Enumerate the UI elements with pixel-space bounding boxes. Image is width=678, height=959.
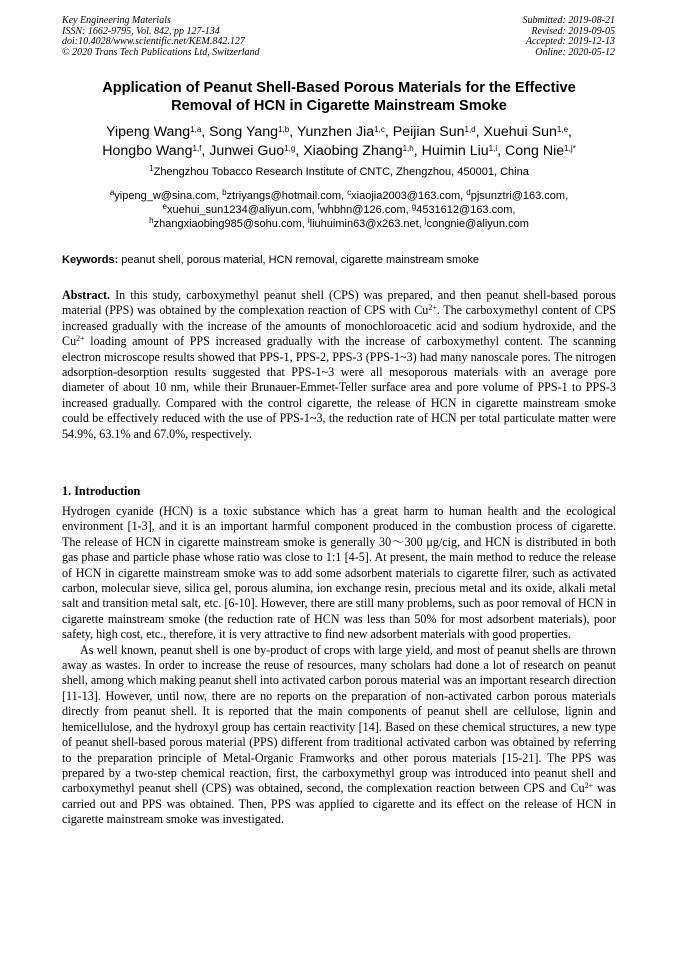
email-link[interactable]: congnie@aliyun.com bbox=[426, 218, 529, 230]
email-link[interactable]: 4531612@163.com bbox=[416, 204, 513, 216]
journal-name: Key Engineering Materials bbox=[62, 15, 171, 26]
title-line: Removal of HCN in Cigarette Mainstream Smoke bbox=[171, 97, 507, 114]
abstract: Abstract. In this study, carboxymethyl peanut shell (CPS) was prepared, and then peanut shell-based porous material (PPS) was obtained by the complexation reaction of CPS with $Cu^{2+}$. The carboxymethyl content of CPS increased gradually with the increase of the amounts of monochloroacetic acid and sodium hydroxide, and the $Cu^{2+}$ loading amount of PPS increased gradually with the increase of carboxymethyl content. The scanning electron microscope results showed that PPS-1, PPS-2, PPS-3 (PPS-1~3) had many nanoscale pores. The nitrogen adsorption-desorption results suggested that PPS-1~3 were all mesoporous materials with an average pore diameter of about 10 nm, while their Brunauer-Emmet-Teller surface area and pore volume of PPS-1 to PPS-3 increased gradually. Compared with the control cigarette, the release of HCN in cigarette mainstream smoke could be effectively reduced with the use of PPS-1~3, the reduction rate of HCN per total particulate matter were 54.9%, 63.1% and 67.0%, respectively. bbox=[62, 288, 617, 441]
publication-dates bbox=[523, 16, 616, 58]
author: Yunzhen Jia$^{1,c}$ bbox=[296, 124, 385, 140]
date-revised: Revised: 2019-09-05 bbox=[531, 25, 615, 37]
author: Hongbo Wang$^{1,f}$ bbox=[102, 143, 202, 159]
affiliation: $^1$Zhengzhou Tobacco Research Institute of CNTC, Zhengzhou, 450001, China bbox=[149, 164, 529, 178]
keywords bbox=[62, 253, 616, 267]
title-line: Application of Peanut Shell-Based Porous Materials for the Effective bbox=[102, 80, 576, 96]
author-list: Yipeng Wang$^{1,a}$, Song Yang$^{1,b}$, Yunzhen Jia$^{1,c}$, Peijian Sun$^{1,d}$, Xuehui Sun$^{1,e}$, Hongbo Wang$^{1,f}$, Junwei Guo$^{1,g}$, Xiaobing Zhang$^{1,h}$, Huimin Liu$^{1,i}$, Cong Nie$^{1,j*}$ bbox=[102, 124, 576, 159]
paper-title bbox=[62, 80, 616, 115]
keywords-label: Keywords: bbox=[62, 254, 119, 266]
author: Yipeng Wang$^{1,a}$ bbox=[106, 124, 202, 140]
email-link[interactable]: yipeng_w@sina.com bbox=[114, 190, 216, 202]
author: Xuehui Sun$^{1,e}$ bbox=[483, 124, 569, 140]
keywords-text: peanut shell, porous material, HCN removal, cigarette mainstream smoke bbox=[118, 254, 479, 266]
journal-copyright: © 2020 Trans Tech Publications Ltd, Switzerland bbox=[62, 46, 260, 58]
email-link[interactable]: zhangxiaobing985@sohu.com bbox=[153, 218, 302, 230]
email-link[interactable]: xiaojia2003@163.com bbox=[351, 190, 461, 202]
journal-doi: doi:10.4028/www.scientific.net/KEM.842.127 bbox=[62, 36, 245, 47]
introduction-body bbox=[62, 504, 616, 828]
journal-issn: ISSN: 1662-9795, Vol. 842, pp 127-134 bbox=[62, 25, 220, 37]
email-link[interactable]: liuhuimin63@x263.net bbox=[309, 218, 419, 230]
author: Junwei Guo$^{1,g}$ bbox=[209, 143, 296, 159]
author: Huimin Liu$^{1,i}$ bbox=[421, 143, 498, 159]
date-online: Online: 2020-05-12 bbox=[535, 46, 615, 58]
section-heading: 1. Introduction bbox=[62, 484, 141, 498]
author: Xiaobing Zhang$^{1,h}$ bbox=[303, 143, 414, 159]
email-link[interactable]: xuehui_sun1234@aliyun.com bbox=[167, 204, 312, 216]
date-submitted: Submitted: 2019-08-21 bbox=[522, 15, 615, 26]
email-link[interactable]: ztriyangs@hotmail.com bbox=[226, 190, 342, 202]
author: Song Yang$^{1,b}$ bbox=[209, 124, 290, 140]
email-link[interactable]: whbhn@126.com bbox=[319, 204, 406, 216]
author: Peijian Sun$^{1,d}$ bbox=[392, 124, 476, 140]
author: Cong Nie$^{1,j*}$ bbox=[504, 143, 576, 159]
abstract-label: Abstract. bbox=[62, 288, 111, 302]
date-accepted: Accepted: 2019-12-13 bbox=[525, 36, 615, 47]
email-list: $^a$yipeng_w@sina.com, $^b$ztriyangs@hotmail.com, $^c$xiaojia2003@163.com, $^d$pjsunztri@163.com, $^e$xuehui_sun1234@aliyun.com, $^f$whbhn@126.com, $^g$4531612@163.com, $^h$zhangxiaobing985@sohu.com, $^i$liuhuimin63@x263.net, $^j$congnie@aliyun.com bbox=[109, 188, 569, 230]
journal-info bbox=[62, 16, 260, 58]
paragraph: As well known, peanut shell is one by-product of crops with large yield, and most of peanut shells are thrown away as wastes. In order to increase the reuse of resources, many scholars had done a lot of research on peanut shell, among which making peanut shell into activated carbon porous material was an important research direction [11-13]. However, until now, there are no reports on the preparation of non-activated carbon porous materials directly from peanut shell. It is reported that the main components of peanut shell are cellulose, lignin and hemicellulose, and the hydroxyl group has certain reactivity [14]. Based on these chemical structures, a new type of peanut shell-based porous material (PPS) different from traditional activated carbon was obtained by referring to the preparation principle of Metal-Organic Framworks and other porous materials [15-21]. The PPS was prepared by a two-step chemical reaction, first, the carboxymethyl group was introduced into peanut shell and carboxymethyl peanut shell (CPS) was obtained, second, the complexation reaction between CPS and $Cu^{2+}$ was carried out and PPS was obtained. Then, PPS was applied to cigarette and its effect on the release of HCN in cigarette mainstream smoke was investigated. bbox=[62, 642, 616, 827]
email-link[interactable]: pjsunztri@163.com bbox=[470, 190, 566, 202]
paragraph: Hydrogen cyanide (HCN) is a toxic substance which has a great harm to human health and the ecological environment [1-3], and it is an important harmful component produced in the combustion process of cigarette. The release of HCN in cigarette mainstream smoke is generally 30～300 μg/cig, and HCN is distributed in both gas phase and particle phase whose ratio was close to 1:1 [4-5]. At present, the main method to reduce the release of HCN in cigarette mainstream smoke was to add some adsorbent materials to cigarette filrer, such as activated carbon, molecular sieve, silica gel, porous alumina, ion exchange resin, precious metal and its oxide, alkali metal salt and transition metal salt, etc. [6-10]. However, there are still many problems, such as poor removal of HCN in cigarette mainstream smoke (the reduction rate of HCN was less than 50% for most adsorbent materials), poor safety, high cost, etc., therefore, it is very attractive to find new adsorbent materials with good properties. bbox=[62, 504, 616, 642]
